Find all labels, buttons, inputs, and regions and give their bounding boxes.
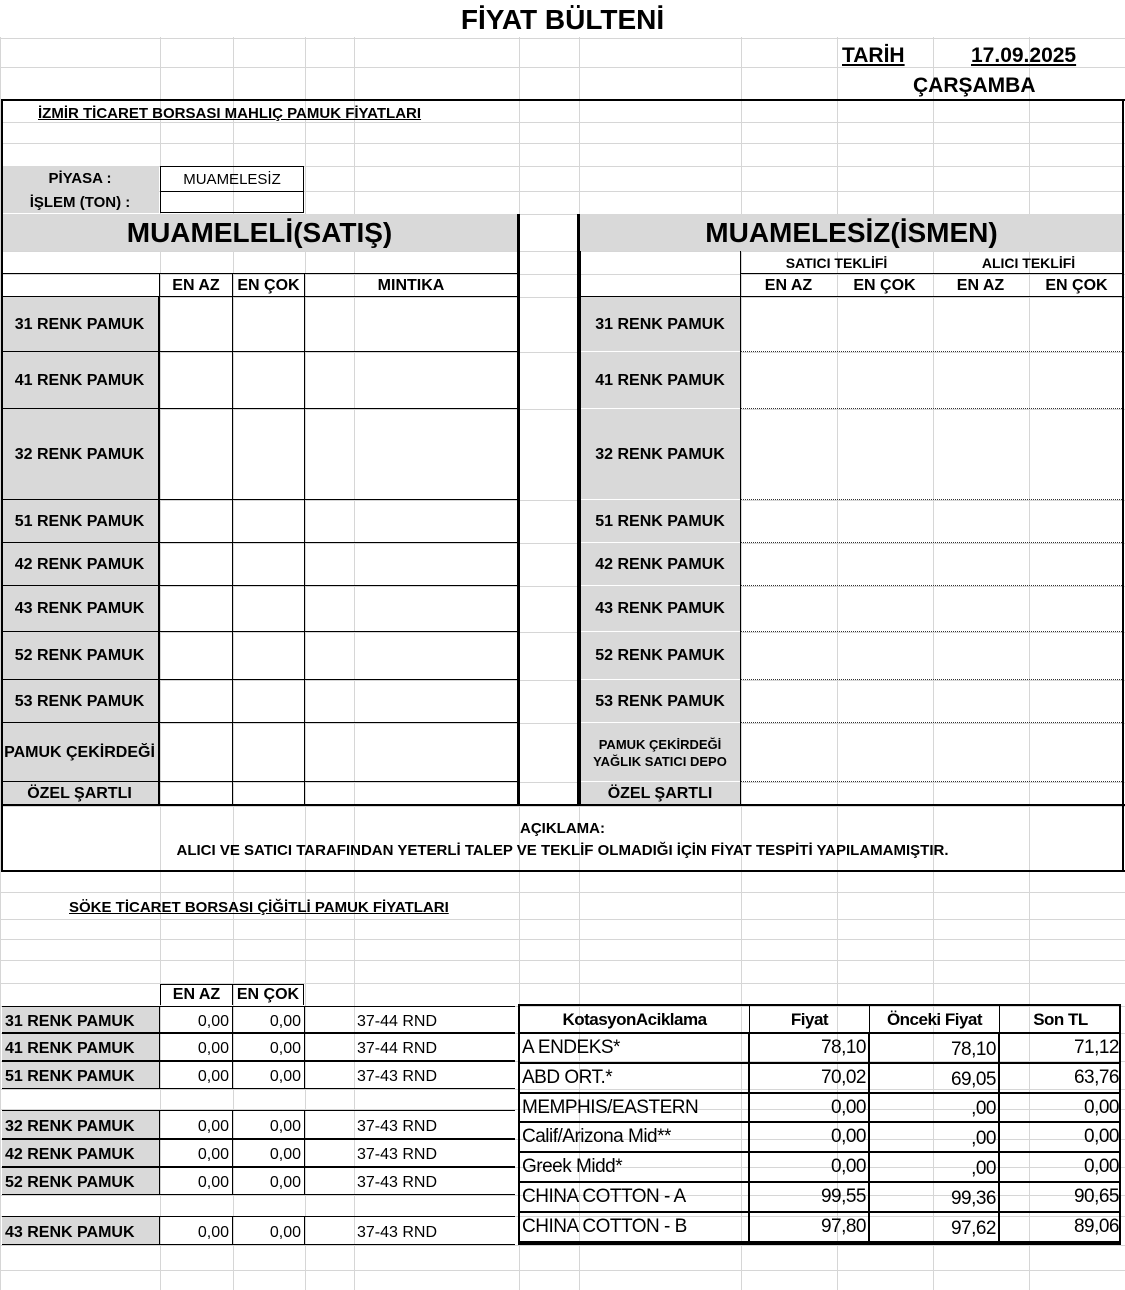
soke-en-az: 0,00 [197,1068,229,1085]
cell-border [159,1061,160,1089]
left-block-border [517,214,520,806]
muamelesiz-title: MUAMELESİZ(İSMEN) [579,214,1124,251]
grid-row-line [0,500,1125,501]
cell-border [159,680,160,723]
soke-en-cok: 0,00 [269,1174,301,1191]
soke-rnd: 37-44 RND [357,1040,438,1057]
date-value: 17.09.2025 [971,44,1077,67]
soke-en-cok: 0,00 [269,1146,301,1163]
grid-row-line [0,680,1125,681]
grid-row-line [0,143,1125,144]
muameleli-row-label: 51 RENK PAMUK [1,500,159,543]
soke-en-cok: 0,00 [269,1012,301,1030]
soke-header-en-cok: EN ÇOK [232,984,304,1005]
piyasa-value: MUAMELESİZ [160,166,304,191]
kotasyon-value-cell: ,00 [870,1123,1000,1153]
kotasyon-value-cell: 97,62 [870,1213,1000,1243]
row-border [2,1167,515,1168]
row-border [741,273,1124,274]
right-header-alici-en-cok: EN ÇOK [1045,276,1108,294]
muamelesiz-row-label: 31 RENK PAMUK [580,297,740,352]
grid-row-line [0,1245,1125,1246]
dotted-row-border [741,408,1124,409]
soke-en-cok: 0,00 [269,1040,301,1057]
cell-border [304,274,305,297]
kotasyon-value-cell: ,00 [870,1094,1000,1123]
cell-border [580,251,581,806]
cell-border [740,409,741,500]
row-border [1,273,518,274]
cell-border [740,297,741,352]
piyasa-label: PİYASA : [1,166,159,191]
cell-border [740,680,741,723]
kotasyon-value-cell: 0,00 [1000,1123,1121,1153]
cell-border [304,1033,305,1061]
aciklama-text: ALICI VE SATICI TARAFINDAN YETERLİ TALEP VE TEKLİF OLMADIĞI İÇİN FİYAT TESPİTİ YAPILAMAMIŞTIR. [176,841,949,859]
left-header-en-az: EN AZ [172,276,220,294]
muamelesiz-row-label: 43 RENK PAMUK [580,586,740,632]
cell-border [159,1167,160,1195]
outer-left-border [1,99,3,872]
cell-border [159,632,160,680]
izmir-section-title: İZMİR TİCARET BORSASI MAHLIÇ PAMUK FİYATLARI [38,104,422,122]
cell-border [304,409,305,500]
muameleli-row-label: 52 RENK PAMUK [1,632,159,680]
grid-column-line [305,0,306,1290]
row-border [2,1006,515,1007]
soke-rnd: 37-44 RND [357,1012,438,1030]
cell-border [159,723,160,782]
row-border [2,1061,515,1062]
dotted-row-border [741,722,1124,723]
kotasyon-value-cell: 99,55 [750,1183,870,1213]
cell-border [232,723,233,782]
kotasyon-value-cell: 69,05 [870,1064,1000,1094]
table-bottom-border [1,804,1125,806]
kotasyon-row-label: Calif/Arizona Mid** [520,1123,750,1153]
cell-border [232,352,233,409]
cell-border [304,1167,305,1195]
soke-en-az: 0,00 [197,1174,229,1191]
cell-border [159,500,160,543]
grid-row-line [0,409,1125,410]
cell-border [740,500,741,543]
dotted-row-border [741,781,1124,782]
cell-border [304,1216,305,1245]
cell-border [232,1061,233,1089]
soke-section-title: SÖKE TİCARET BORSASI ÇİĞİTLİ PAMUK FİYATLARI [69,898,449,916]
kotasyon-value-cell: 89,06 [1000,1213,1121,1243]
kotasyon-header-cell: Önceki Fiyat [870,1006,1000,1034]
muameleli-row-label: PAMUK ÇEKİRDEĞİ [1,723,159,782]
islem-value [160,191,304,213]
muamelesiz-row-label: 41 RENK PAMUK [580,352,740,409]
kotasyon-value-cell: 63,76 [1000,1064,1121,1094]
soke-en-cok: 0,00 [269,1223,301,1241]
grid-row-line [0,586,1125,587]
muamelesiz-row-label: 32 RENK PAMUK [580,409,740,500]
muamelesiz-row-label: 52 RENK PAMUK [580,632,740,680]
cell-border [159,352,160,409]
row-border [2,1194,515,1195]
right-header-satici-en-az: EN AZ [764,276,813,294]
grid-row-line [0,960,1125,961]
muameleli-row-label: ÖZEL ŞARTLI [1,782,159,806]
muameleli-row-label: 32 RENK PAMUK [1,409,159,500]
cell-border [159,543,160,586]
kotasyon-value-cell: 0,00 [750,1153,870,1183]
cell-border [159,1139,160,1167]
muamelesiz-row-label: ÖZEL ŞARTLI [580,782,740,806]
soke-row-label: 32 RENK PAMUK [2,1110,159,1139]
islem-label: İŞLEM (TON) : [1,191,159,213]
right-header-satici-en-cok: EN ÇOK [853,276,916,294]
cell-border [232,543,233,586]
kotasyon-value-cell: 0,00 [750,1094,870,1123]
cell-border [304,297,305,352]
grid-row-line [0,782,1125,783]
row-border [2,1110,515,1111]
cell-border [304,1061,305,1089]
grid-row-line [0,297,1125,298]
day-name: ÇARŞAMBA [913,74,1036,97]
cell-border [159,1216,160,1245]
kotasyon-value-cell: 0,00 [1000,1153,1121,1183]
cell-border [232,586,233,632]
cell-border [232,274,233,297]
kotasyon-header-cell: Fiyat [750,1006,870,1034]
cell-border [159,782,160,806]
soke-en-az: 0,00 [197,1040,229,1057]
cell-border [304,632,305,680]
kotasyon-value-cell: 78,10 [750,1034,870,1064]
left-header-mintika: MINTIKA [377,276,445,294]
cell-border [740,251,741,297]
grid-row-line [0,67,1125,68]
cell-border [740,723,741,782]
row-border [2,1033,515,1034]
soke-row-label: 31 RENK PAMUK [2,1006,159,1033]
cell-border [304,680,305,723]
cell-border [159,1006,160,1033]
cell-border [159,586,160,632]
soke-row-label: 51 RENK PAMUK [2,1061,159,1089]
cell-border [304,543,305,586]
cell-border [304,782,305,806]
muamelesiz-row-label [580,723,740,782]
muamelesiz-row-label-line: YAĞLIK SATICI DEPO [593,753,727,769]
cell-border [232,409,233,500]
cell-border [232,1216,233,1245]
soke-rnd: 37-43 RND [357,1146,438,1163]
cell-border [740,782,741,806]
muameleli-row-label: 41 RENK PAMUK [1,352,159,409]
muameleli-row-label: 43 RENK PAMUK [1,586,159,632]
soke-row-label: 43 RENK PAMUK [2,1216,159,1245]
soke-en-az: 0,00 [197,1012,229,1030]
grid-row-line [0,352,1125,353]
dotted-row-border [741,351,1124,352]
cell-border [304,500,305,543]
grid-row-line [0,38,1125,39]
cell-border [740,543,741,586]
kotasyon-value-cell: 78,10 [870,1034,1000,1064]
cell-border [232,1167,233,1195]
grid-row-line [0,723,1125,724]
cell-border [304,1006,305,1033]
kotasyon-value-cell: 0,00 [750,1123,870,1153]
cell-border [304,1139,305,1167]
kotasyon-value-cell: 90,65 [1000,1183,1121,1213]
date-label: TARİH [842,44,905,67]
grid-column-line [354,0,355,1290]
right-header-alici-en-az: EN AZ [956,276,1005,294]
muamelesiz-row-label: 42 RENK PAMUK [580,543,740,586]
kotasyon-table [518,1004,1121,1245]
cell-border [159,274,160,297]
row-border [2,1216,515,1217]
grid-row-line [0,1270,1125,1271]
soke-rnd: 37-43 RND [357,1174,438,1191]
kotasyon-row-label: CHINA COTTON - A [520,1183,750,1213]
soke-header-en-az: EN AZ [160,984,232,1005]
grid-row-line [0,632,1125,633]
row-border [1,296,518,297]
soke-en-cok: 0,00 [269,1068,301,1085]
kotasyon-row-label: A ENDEKS* [520,1034,750,1064]
kotasyon-value-cell: 71,12 [1000,1034,1121,1064]
cell-border [232,297,233,352]
muamelesiz-row-label: 53 RENK PAMUK [580,680,740,723]
section-top-border [1,99,1125,101]
soke-en-az: 0,00 [197,1146,229,1163]
kotasyon-value-cell: ,00 [870,1153,1000,1183]
page-title: FİYAT BÜLTENİ [460,4,665,35]
cell-border [159,1033,160,1061]
dotted-row-border [741,679,1124,680]
outer-right-border [1122,99,1124,872]
soke-row-label: 41 RENK PAMUK [2,1033,159,1061]
kotasyon-header-cell: KotasyonAciklama [520,1006,750,1034]
grid-row-line [0,892,1125,893]
cell-border [232,1139,233,1167]
cell-border [232,680,233,723]
dotted-row-border [741,631,1124,632]
soke-row-label: 42 RENK PAMUK [2,1139,159,1167]
cell-border [232,632,233,680]
cell-border [232,782,233,806]
soke-row-label: 52 RENK PAMUK [2,1167,159,1195]
kotasyon-header-cell: Son TL [1000,1006,1121,1034]
kotasyon-value-cell: 70,02 [750,1064,870,1094]
grid-row-line [0,543,1125,544]
kotasyon-value-cell: 99,36 [870,1183,1000,1213]
kotasyon-row-label: CHINA COTTON - B [520,1213,750,1243]
dotted-row-border [741,585,1124,586]
soke-rnd: 37-43 RND [357,1117,438,1135]
left-header-en-cok: EN ÇOK [237,276,300,294]
grid-row-line [0,939,1125,940]
cell-border [304,352,305,409]
muameleli-row-label: 31 RENK PAMUK [1,297,159,352]
dotted-row-border [741,542,1124,543]
row-border [580,296,1124,297]
alici-teklifi-header: ALICI TEKLİFİ [981,254,1076,271]
row-border [2,1139,515,1140]
cell-border [740,352,741,409]
cell-border [232,1033,233,1061]
muameleli-row-label: 42 RENK PAMUK [1,543,159,586]
grid-row-line [0,806,1125,807]
row-border [2,1244,515,1245]
cell-border [159,409,160,500]
satici-teklifi-header: SATICI TEKLİFİ [785,254,888,271]
soke-rnd: 37-43 RND [357,1068,438,1085]
aciklama-label: AÇIKLAMA: [520,819,605,837]
muamelesiz-row-label: 51 RENK PAMUK [580,500,740,543]
grid-row-line [0,919,1125,920]
soke-en-az: 0,00 [197,1117,229,1135]
cell-border [159,297,160,352]
dotted-row-border [741,499,1124,500]
cell-border [304,586,305,632]
cell-border [304,1110,305,1139]
soke-rnd: 37-43 RND [357,1223,438,1241]
cell-border [740,632,741,680]
muameleli-title: MUAMELELİ(SATIŞ) [1,214,518,251]
cell-border [232,1110,233,1139]
cell-border [232,500,233,543]
muameleli-row-label: 53 RENK PAMUK [1,680,159,723]
kotasyon-row-label: Greek Midd* [520,1153,750,1183]
kotasyon-value-cell: 97,80 [750,1213,870,1243]
kotasyon-value-cell: 0,00 [1000,1094,1121,1123]
cell-border [159,1110,160,1139]
cell-border [740,586,741,632]
soke-en-cok: 0,00 [269,1117,301,1135]
row-border [2,1088,515,1089]
kotasyon-row-label: ABD ORT.* [520,1064,750,1094]
kotasyon-row-label: MEMPHIS/EASTERN [520,1094,750,1123]
muamelesiz-row-label-line: PAMUK ÇEKİRDEĞİ [598,736,722,752]
cell-border [232,1006,233,1033]
cell-border [304,723,305,782]
soke-en-az: 0,00 [197,1223,229,1241]
aciklama-bottom-border [1,870,1125,872]
